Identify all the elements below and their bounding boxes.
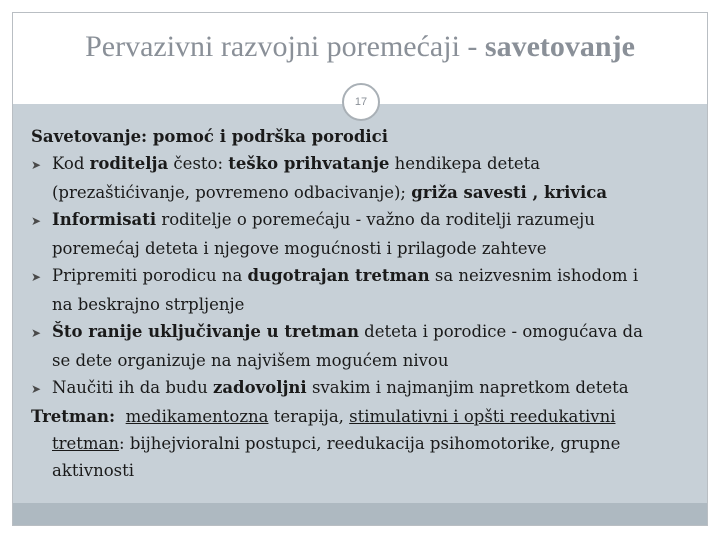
bullet-icon: ➤ [31,326,42,340]
b3-text-a: Pripremiti porodicu na [52,266,248,285]
page-number-badge [342,83,380,121]
b3-text-b: dugotrajan tretman [247,266,430,285]
slide-body [31,123,691,484]
bullet-1 [31,150,691,179]
treatment-cont [31,430,691,457]
heading-text: Savetovanje: pomoć i podrška porodici [31,127,388,146]
bullet-3 [31,262,691,291]
body-heading [31,123,691,150]
bullet-icon: ➤ [31,158,42,172]
b1-text-d: teško prihvatanje [228,154,390,173]
bullet-4 [31,318,691,347]
slide-title-plain: Pervazivni razvojni poremećaji - [85,30,485,63]
bullet-3-cont [31,291,691,318]
b2-text-b: roditelje o poremećaju - važno da roditelji razumeju [156,210,595,229]
b1-text-b: roditelja [89,154,169,173]
bullet-2-cont [31,235,691,262]
t-text-b: medikamentozna [125,407,269,426]
bottom-bar [13,503,707,525]
b5-text-a: Naučiti ih da budu [52,378,213,397]
bullet-icon: ➤ [31,382,42,396]
b5-text-b: zadovoljni [213,378,307,397]
bullet-2 [31,206,691,235]
b4-text-a: Što ranije uključivanje u tretman [52,322,359,341]
b3-text-c: sa neizvesnim ishodom i [429,266,639,285]
page-number: 17 [354,96,368,108]
b5-text-c: svakim i najmanjim napretkom deteta [306,378,629,397]
slide-title [0,30,720,64]
bullet-icon: ➤ [31,214,42,228]
b4-text-b: deteta i porodice - omogućava da [358,322,643,341]
b2-text-a: Informisati [52,210,157,229]
bullet-4-cont [31,347,691,374]
bullet-5 [31,374,691,403]
b3-text-d: na beskrajno strpljenje [52,295,245,314]
t-text-e: tretman [52,434,120,453]
treatment-line [31,403,691,430]
b1-text-f: (prezaštićivanje, povremeno odbacivanje); [52,183,412,202]
treatment-cont-2 [31,457,691,484]
slide-title-bold: savetovanje [484,30,635,63]
bullet-1-cont [31,179,691,206]
t-text-c: terapija, [268,407,350,426]
b1-text-c: često: [168,154,229,173]
t-text-g: aktivnosti [52,461,135,480]
b1-text-e: hendikepa deteta [389,154,541,173]
b1-text-a: Kod [52,154,90,173]
b2-text-c: poremećaj deteta i njegove mogućnosti i prilagode zahteve [52,239,547,258]
b1-text-g: griža savesti , krivica [411,183,608,202]
bullet-icon: ➤ [31,270,42,284]
t-text-f: : bijhejvioralni postupci, reedukacija psihomotorike, grupne [119,434,621,453]
b4-text-c: se dete organizuje na najvišem mogućem nivou [52,351,449,370]
t-text-a: Tretman: [31,407,116,426]
t-text-d: stimulativni i opšti reedukativni [349,407,616,426]
